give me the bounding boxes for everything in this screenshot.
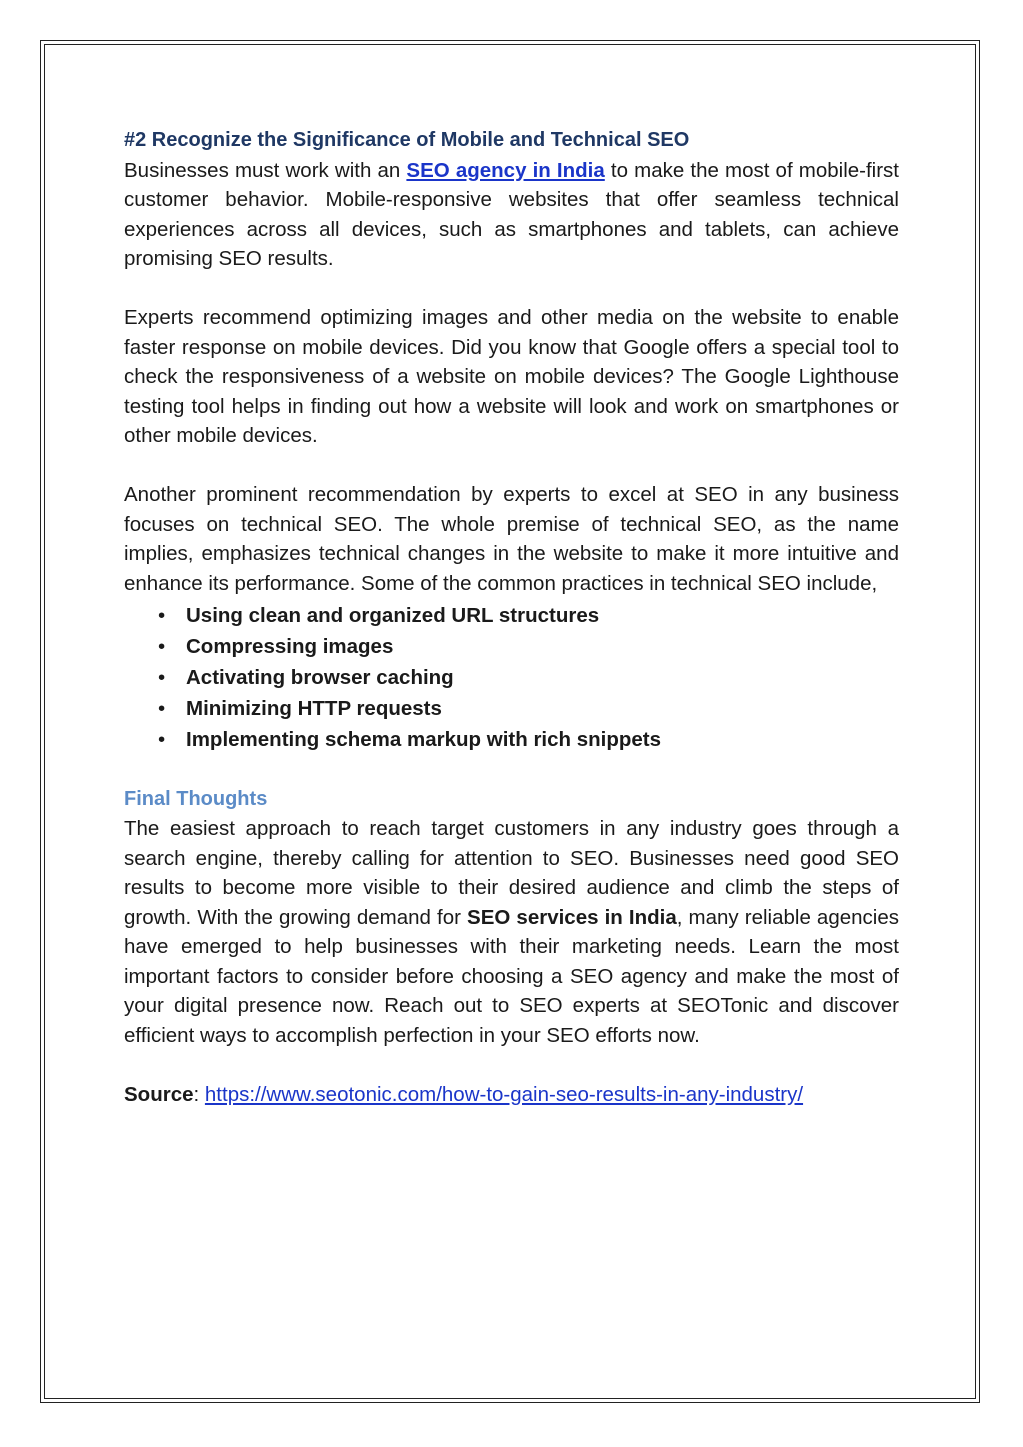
paragraph-mobile-seo: [124, 156, 899, 274]
list-item-text: Implementing schema markup with rich snippets: [186, 728, 662, 751]
practices-list: [124, 600, 899, 755]
seo-services-india-emphasis: SEO services in India: [467, 905, 677, 929]
source-url-link[interactable]: https://www.seotonic.com/how-to-gain-seo-results-in-any-industry/: [204, 1082, 804, 1106]
list-item: [158, 631, 899, 662]
list-item: [158, 600, 899, 631]
paragraph-experts: Experts recommend optimizing images and other media on the website to enable faster response on mobile devices. Did you know that Google offers a special tool to check the responsiveness of a website on mobile devices? The Google Lighthouse testing tool helps in finding out how a website will look and work on smartphones or other mobile devices.: [124, 306, 899, 447]
final-thoughts-heading: Final Thoughts: [124, 787, 268, 810]
source-label: Source: [124, 1082, 194, 1106]
paragraph-final-thoughts: [124, 814, 899, 1050]
paragraph-gap: [124, 1050, 899, 1080]
source-separator: :: [193, 1082, 205, 1106]
bullet-icon: •: [158, 635, 166, 658]
bullet-icon: •: [158, 697, 166, 720]
source-line: [124, 1080, 899, 1110]
document-content: [124, 126, 899, 1109]
paragraph-gap: [124, 755, 899, 785]
seo-agency-india-link[interactable]: SEO agency in India: [406, 158, 605, 182]
list-item: [158, 662, 899, 693]
section-heading: #2 Recognize the Significance of Mobile and Technical SEO: [124, 129, 690, 151]
bullet-icon: •: [158, 728, 166, 751]
paragraph-text: The easiest approach to reach target customers in any industry goes through a search engine, thereby calling for attention to SEO. Businesses need good SEO results to become more visible to their desired audience and climb the steps of growth. With the growing demand for: [124, 817, 899, 929]
list-item: [158, 693, 899, 724]
paragraph-gap: [124, 274, 899, 304]
list-item-text: Activating browser caching: [186, 666, 454, 689]
bullet-icon: •: [158, 666, 166, 689]
list-item-text: Minimizing HTTP requests: [186, 697, 442, 720]
bullet-icon: •: [158, 604, 166, 627]
paragraph-text: Businesses must work with an: [124, 158, 407, 182]
list-item-text: Compressing images: [186, 635, 394, 658]
paragraph-gap: [124, 451, 899, 481]
paragraph-text: , many reliable agencies have emerged to help businesses with their marketing needs. Learn the most important factors to consider before choosing a SEO agency and make the most of your digital presence now. Reach out to SEO experts at SEOTonic and discover efficient ways to accomplish perfection in your SEO efforts now.: [124, 905, 899, 1047]
paragraph-text: to make the most of mobile-first customer behavior. Mobile-responsive websites that offer seamless technical experiences across all devices, such as smartphones and tablets, can achieve promising SEO results.: [124, 158, 899, 270]
paragraph-technical-seo: Another prominent recommendation by experts to excel at SEO in any business focuses on technical SEO. The whole premise of technical SEO, as the name implies, emphasizes technical changes in the website to make it more intuitive and enhance its performance. Some of the common practices in technical SEO include,: [124, 483, 899, 595]
list-item-text: Using clean and organized URL structures: [186, 604, 600, 627]
list-item: [158, 724, 899, 755]
